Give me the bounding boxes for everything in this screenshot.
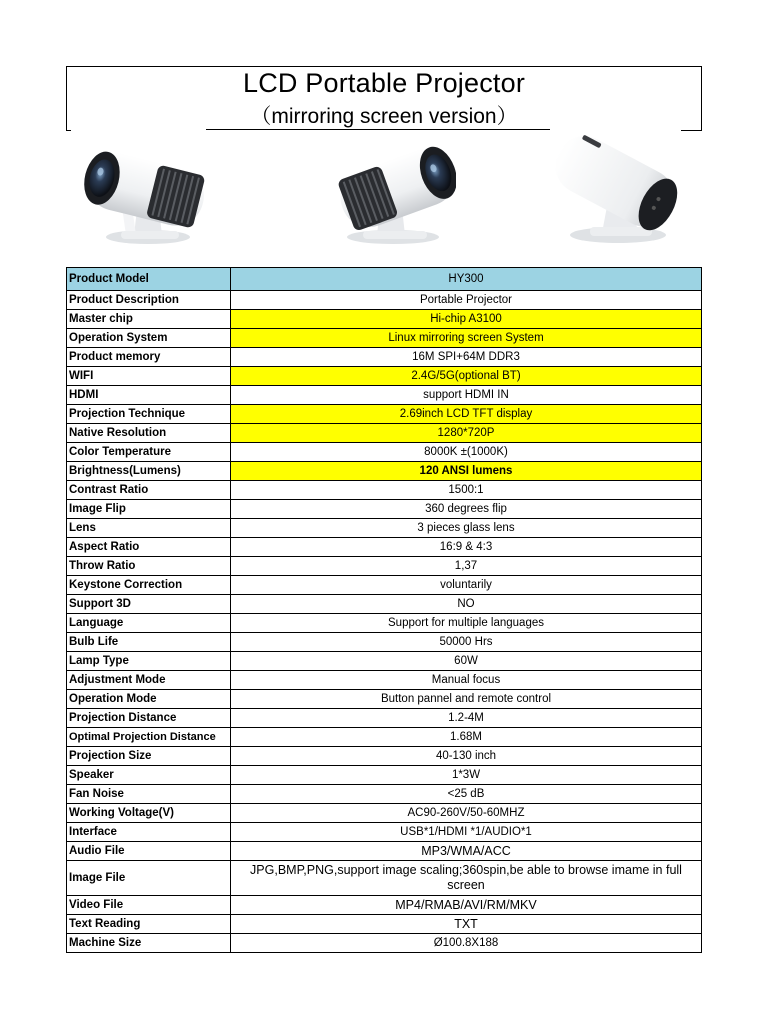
spec-key: Operation Mode [67,690,231,709]
spec-value: 16:9 & 4:3 [231,538,702,557]
table-row [67,519,702,538]
spec-value: <25 dB [231,785,702,804]
spec-key: Product memory [67,348,231,367]
spec-key: Keystone Correction [67,576,231,595]
spec-value: 2.69inch LCD TFT display [231,405,702,424]
table-row [67,915,702,934]
spec-key: WIFI [67,367,231,386]
spec-key: Video File [67,896,231,915]
spec-key: Master chip [67,310,231,329]
spec-key: Image File [67,861,231,896]
spec-key: Lens [67,519,231,538]
table-row [67,557,702,576]
spec-value: Manual focus [231,671,702,690]
spec-value: 3 pieces glass lens [231,519,702,538]
spec-key: Image Flip [67,500,231,519]
page-subtitle: （mirroring screen version） [250,105,518,128]
projector-photo-rear [546,131,686,266]
table-row [67,367,702,386]
page-title: LCD Portable Projector [242,68,526,98]
spec-value: TXT [231,915,702,934]
spec-value: 2.4G/5G(optional BT) [231,367,702,386]
spec-key: Contrast Ratio [67,481,231,500]
sheet-border-top [66,66,702,67]
spec-value: 1,37 [231,557,702,576]
table-row [67,785,702,804]
spec-value: 1*3W [231,766,702,785]
table-row [67,896,702,915]
spec-value: HY300 [231,268,702,291]
spec-key: Projection Technique [67,405,231,424]
spec-value: 40-130 inch [231,747,702,766]
spec-key: Speaker [67,766,231,785]
spec-value: MP4/RMAB/AVI/RM/MKV [231,896,702,915]
table-row [67,728,702,747]
table-row [67,934,702,953]
spec-key: Language [67,614,231,633]
spec-key: Projection Size [67,747,231,766]
table-row [67,747,702,766]
table-row [67,861,702,896]
table-row [67,348,702,367]
spec-value: 1500:1 [231,481,702,500]
table-row [67,595,702,614]
table-row [67,766,702,785]
spec-table [66,267,702,953]
table-row [67,804,702,823]
spec-key: Machine Size [67,934,231,953]
spec-key: Projection Distance [67,709,231,728]
spec-key: Fan Noise [67,785,231,804]
spec-key: Brightness(Lumens) [67,462,231,481]
spec-key: Interface [67,823,231,842]
spec-key: Text Reading [67,915,231,934]
spec-key: Lamp Type [67,652,231,671]
sheet-border-right [701,66,702,131]
spec-value: 16M SPI+64M DDR3 [231,348,702,367]
table-row [67,633,702,652]
table-row [67,709,702,728]
spec-key: Optimal Projection Distance [67,728,231,747]
spec-key: Operation System [67,329,231,348]
spec-value: 1.2-4M [231,709,702,728]
table-header-row [67,268,702,291]
spec-value: AC90-260V/50-60MHZ [231,804,702,823]
spec-value: 1280*720P [231,424,702,443]
table-row [67,443,702,462]
table-row [67,500,702,519]
table-row [67,690,702,709]
table-row [67,842,702,861]
table-row [67,329,702,348]
spec-key: Native Resolution [67,424,231,443]
spec-value: USB*1/HDMI *1/AUDIO*1 [231,823,702,842]
spec-value: 120 ANSI lumens [231,462,702,481]
spec-key: HDMI [67,386,231,405]
projector-photo-front-right [291,131,456,266]
spec-value: 60W [231,652,702,671]
projector-photo-front-left [66,131,216,266]
spec-value: Hi-chip A3100 [231,310,702,329]
spec-key: Adjustment Mode [67,671,231,690]
spec-value: Portable Projector [231,291,702,310]
spec-value: 360 degrees flip [231,500,702,519]
spec-value: 8000K ±(1000K) [231,443,702,462]
spec-key: Audio File [67,842,231,861]
spec-value: support HDMI IN [231,386,702,405]
table-row [67,823,702,842]
table-row [67,614,702,633]
table-row [67,652,702,671]
spec-key: Color Temperature [67,443,231,462]
spec-key: Product Description [67,291,231,310]
spec-value: voluntarily [231,576,702,595]
spec-key: Aspect Ratio [67,538,231,557]
spec-key: Throw Ratio [67,557,231,576]
table-row [67,405,702,424]
spec-value: Button pannel and remote control [231,690,702,709]
spec-value: Ø100.8X188 [231,934,702,953]
table-row [67,310,702,329]
product-photos [66,131,702,266]
table-row [67,386,702,405]
spec-key: Bulb Life [67,633,231,652]
spec-key: Support 3D [67,595,231,614]
table-row [67,291,702,310]
spec-key: Product Model [67,268,231,291]
spec-value: MP3/WMA/ACC [231,842,702,861]
spec-key: Working Voltage(V) [67,804,231,823]
spec-value: NO [231,595,702,614]
spec-value: Support for multiple languages [231,614,702,633]
table-row [67,671,702,690]
spec-value: Linux mirroring screen System [231,329,702,348]
table-row [67,462,702,481]
spec-value: 50000 Hrs [231,633,702,652]
spec-value: 1.68M [231,728,702,747]
table-row [67,576,702,595]
spec-value: JPG,BMP,PNG,support image scaling;360spin,be able to browse imame in full screen [231,861,702,896]
table-row [67,538,702,557]
table-row [67,424,702,443]
subtitle-underline [206,129,550,130]
table-row [67,481,702,500]
